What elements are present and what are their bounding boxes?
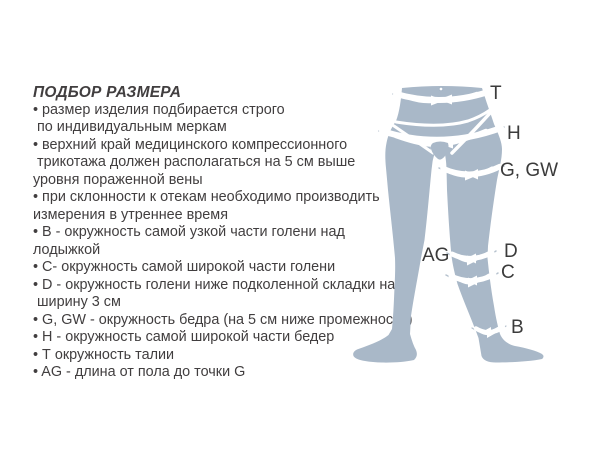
instruction-line: измерения в утреннее время — [33, 206, 228, 223]
instruction-line: • В - окружность самой узкой части голени над — [33, 224, 345, 240]
measure-label-thigh-g-gw: G, GW — [500, 160, 559, 181]
measure-label-calf-c: C — [501, 262, 515, 283]
instruction-line: • размер изделия подбирается строго — [33, 101, 285, 118]
instruction-line: лодыжкой — [33, 241, 101, 258]
instruction-line: • С- окружность самой широкой части голени — [33, 259, 336, 275]
measure-label-below-knee-d: D — [504, 241, 518, 262]
instruction-line: ширину 3 см — [33, 294, 121, 310]
instruction-line: • H - окружность самой широкой части бедер — [33, 329, 335, 345]
measure-label-hips-h: H — [507, 123, 521, 144]
instruction-line: • G, GW - окружность бедра (на 5 см ниже промежности) — [33, 311, 413, 328]
measure-label-ag: AG — [422, 245, 450, 266]
instruction-line: уровня пораженной вены — [33, 171, 203, 188]
instruction-line: • верхний край медицинского компрессионного — [33, 136, 348, 153]
instruction-line: трикотажа должен располагаться на 5 см выше — [33, 154, 356, 170]
instruction-line: по индивидуальным меркам — [33, 119, 227, 135]
navel-mark — [439, 87, 443, 91]
instruction-line: • D - окружность голени ниже подколенной складки на — [33, 276, 396, 293]
instruction-line: • AG - длина от пола до точки G — [33, 364, 246, 380]
instruction-line: • при склонности к отекам необходимо производить — [33, 189, 380, 205]
page-title: ПОДБОР РАЗМЕРА — [33, 84, 182, 101]
measure-label-ankle-b: B — [511, 317, 524, 338]
instruction-line: • Т окружность талии — [33, 346, 175, 363]
measure-label-waist-t: T — [490, 83, 502, 104]
